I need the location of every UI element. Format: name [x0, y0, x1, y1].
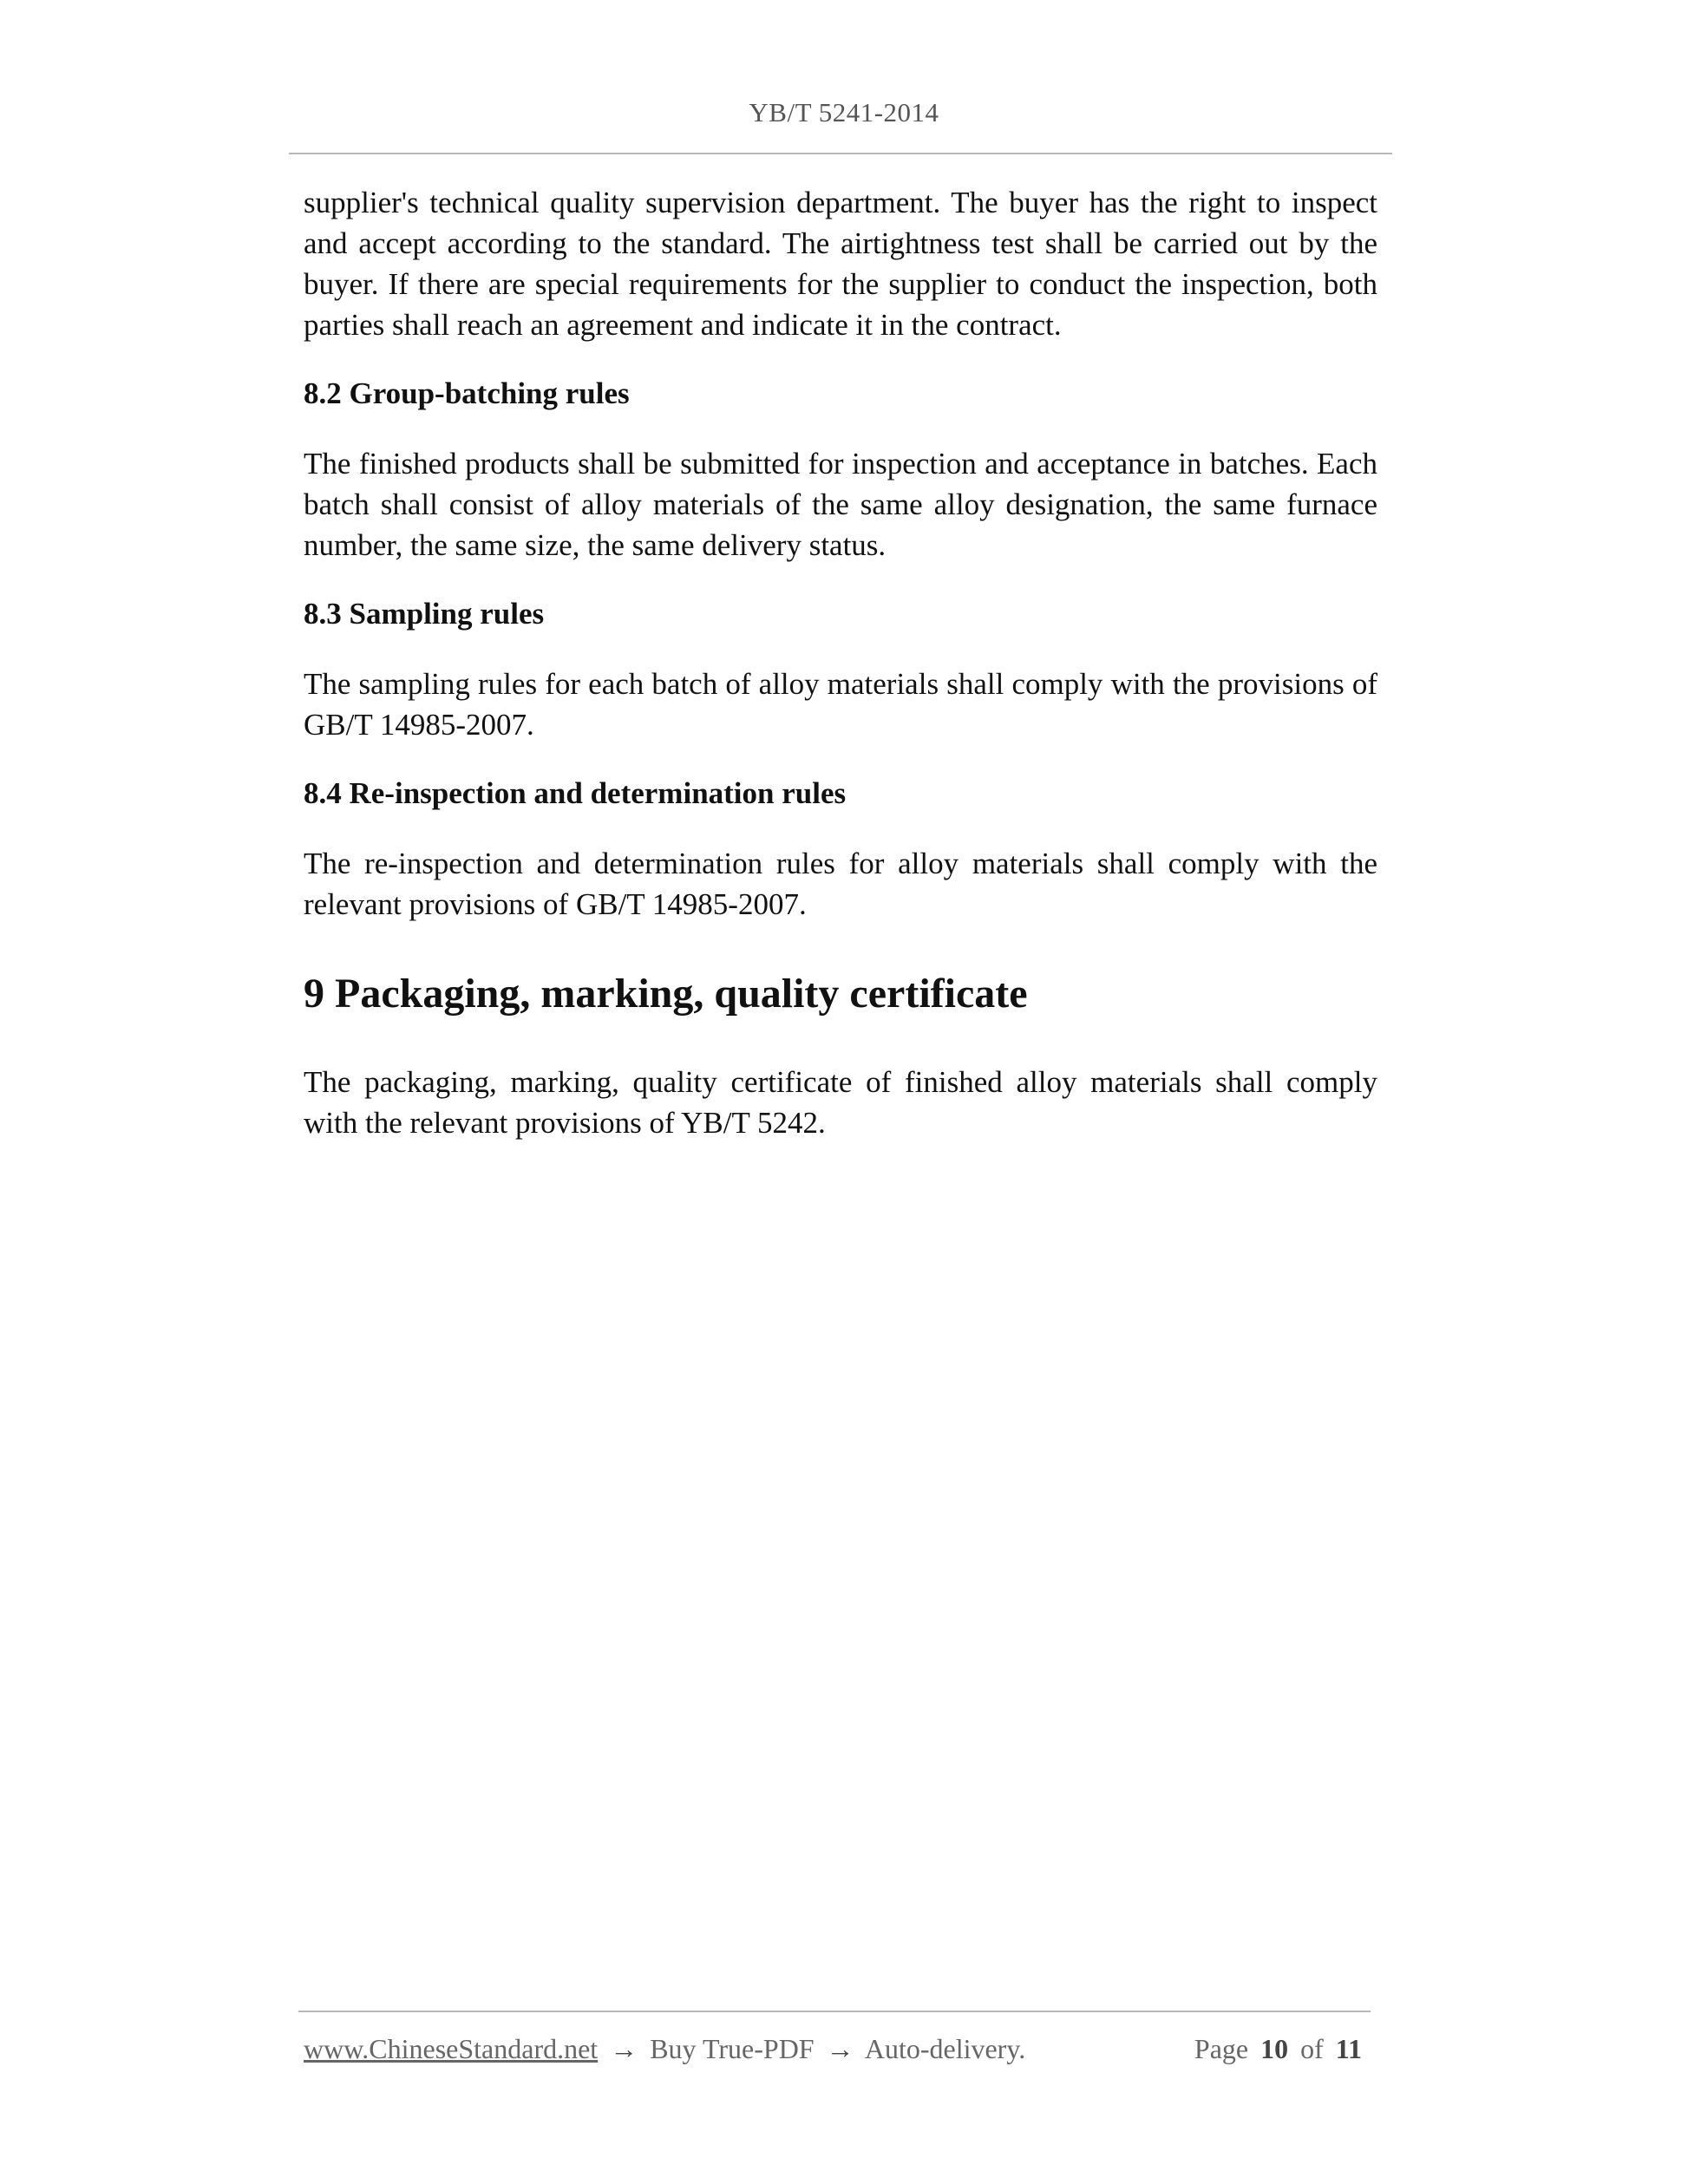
auto-delivery-text: Auto-delivery.	[864, 2033, 1026, 2064]
website-link[interactable]: www.ChineseStandard.net	[304, 2033, 599, 2064]
heading-8-3: 8.3 Sampling rules	[304, 597, 545, 631]
page-total: 11	[1335, 2033, 1362, 2064]
footer-promo	[304, 2033, 1025, 2065]
page-current: 10	[1260, 2033, 1289, 2064]
heading-8-4: 8.4 Re-inspection and determination rules	[304, 776, 847, 810]
arrow-right-icon: →	[826, 2033, 854, 2064]
header-divider	[289, 153, 1392, 154]
page-label: Page	[1194, 2033, 1249, 2064]
header-standard-number: YB/T 5241-2014	[749, 97, 939, 128]
footer-divider	[298, 2011, 1371, 2012]
paragraph-intro: supplier's technical quality supervision department. The buyer has the right to inspect and accept according to the standard. The airtightness test shall be carried out by the buyer. If there are special requirements for the supplier to conduct the inspection, both parties shall reach an agreement and indicate it in the contract.	[304, 186, 1377, 342]
heading-9: 9 Packaging, marking, quality certificate	[304, 971, 1028, 1017]
page-content	[304, 182, 1377, 1171]
heading-8-2: 8.2 Group-batching rules	[304, 376, 630, 410]
paragraph-8-2: The finished products shall be submitted for inspection and acceptance in batches. Each batch shall consist of alloy materials of the same alloy designation, the same furnace number, the same size, the same delivery status.	[304, 447, 1377, 562]
page-indicator	[1194, 2033, 1367, 2065]
paragraph-9: The packaging, marking, quality certificate of finished alloy materials shall comply with the relevant provisions of YB/T 5242.	[304, 1065, 1377, 1140]
arrow-right-icon: →	[610, 2033, 638, 2064]
paragraph-8-3: The sampling rules for each batch of alloy materials shall comply with the provisions of GB/T 14985-2007.	[304, 667, 1377, 742]
buy-pdf-text: Buy True-PDF	[650, 2033, 815, 2064]
page-of-label: of	[1300, 2033, 1324, 2064]
paragraph-8-4: The re-inspection and determination rules for alloy materials shall comply with the relevant provisions of GB/T 14985-2007.	[304, 847, 1377, 921]
